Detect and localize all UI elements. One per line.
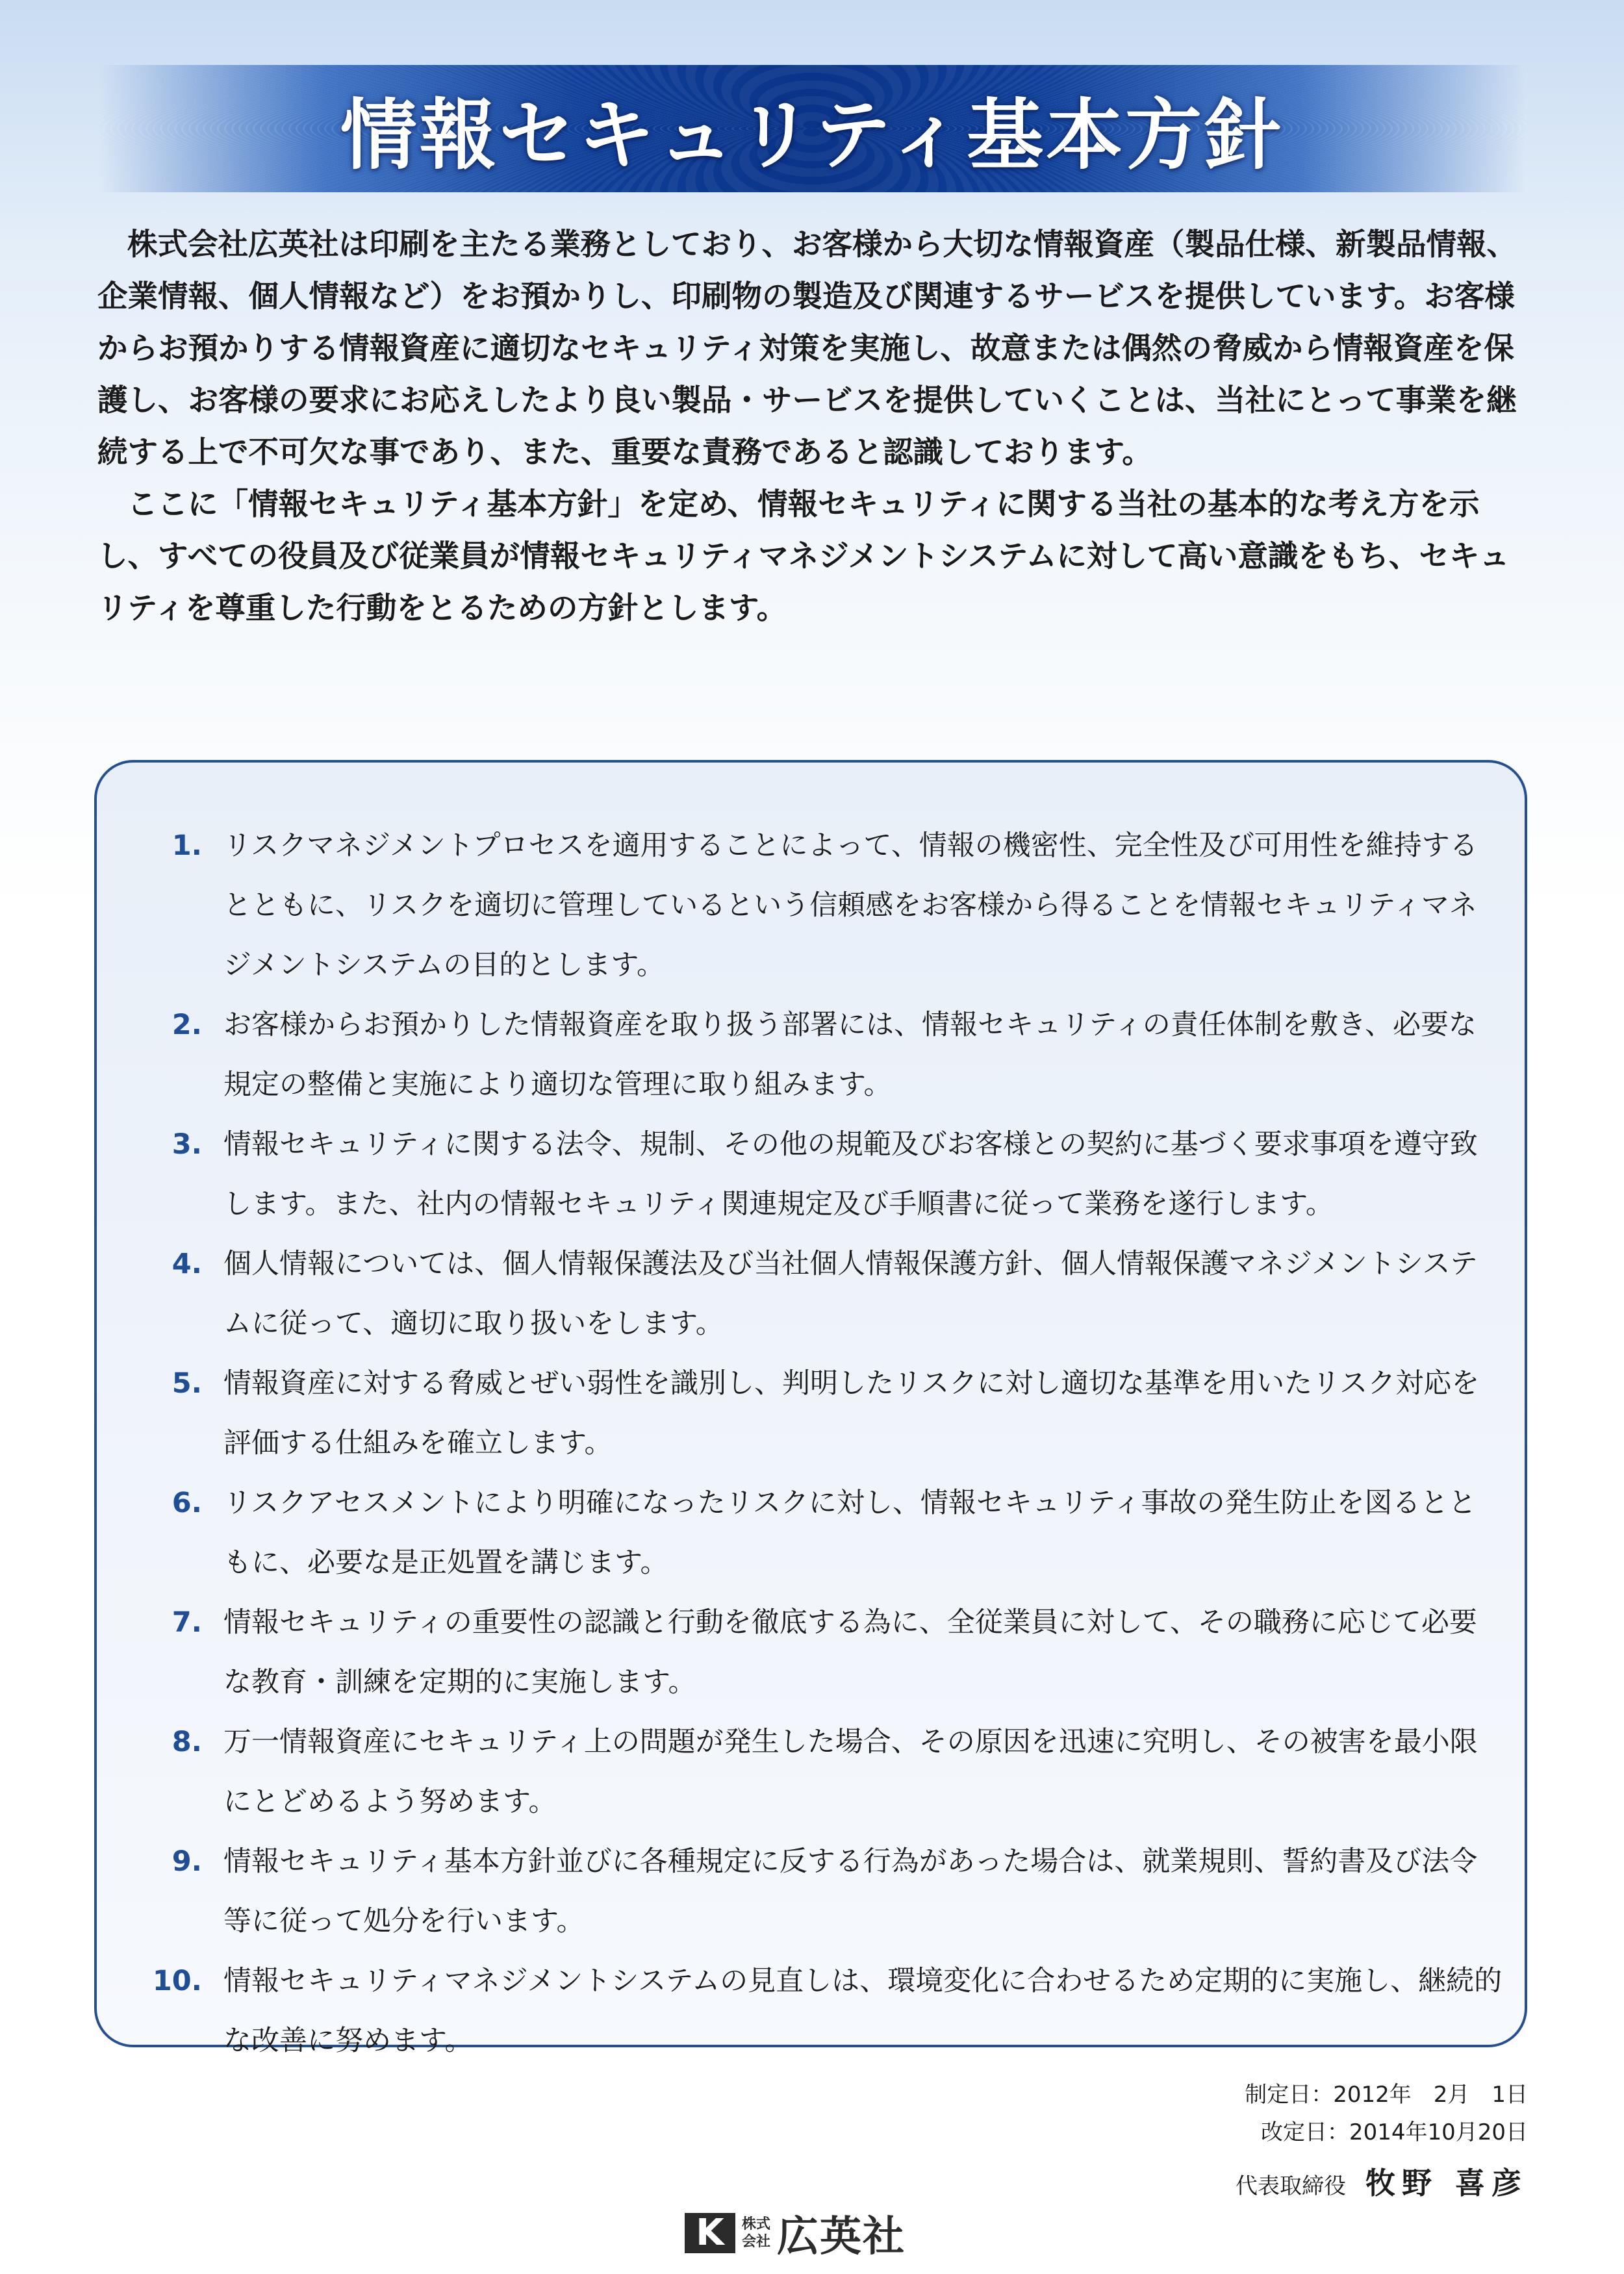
- policy-number: 7.: [171, 1606, 202, 1639]
- policy-text: 個人情報については、個人情報保護法及び当社個人情報保護方針、個人情報保護マネジメントシステムに従って、適切に取り扱いをします。: [223, 1248, 1478, 1340]
- logo-company-name: 広英社: [777, 2213, 906, 2261]
- policy-text: 情報資産に対する脅威とぜい弱性を識別し、判明したリスクに対し適切な基準を用いたリスク対応を評価する仕組みを確立します。: [223, 1367, 1480, 1459]
- signatory-title: 代表取締役: [1235, 2173, 1346, 2199]
- policy-item-10: [97, 1951, 1504, 2071]
- policy-text: 情報セキュリティ基本方針並びに各種規定に反する行為があった場合は、就業規則、誓約書及び法令等に従って処分を行います。: [223, 1845, 1478, 1938]
- policy-item-9: [97, 1832, 1504, 1951]
- signature: [1236, 2160, 1528, 2203]
- k-logo-icon: K: [685, 2213, 735, 2253]
- logo-kabushiki-line2: 会社: [742, 2234, 771, 2250]
- policy-box: [94, 760, 1527, 2057]
- intro-paragraph-2: ここに「情報セキュリティ基本方針」を定め、情報セキュリティに関する当社の基本的な考え方を示し、すべての役員及び従業員が情報セキュリティマネジメントシステムに対して高い意識をもち、セキュリティを尊重した行動をとるための方針とします。: [97, 486, 1510, 625]
- policy-list: [97, 816, 1525, 2071]
- revised-date: 改定日：2014年10月20日: [1260, 2119, 1528, 2145]
- policy-number: 8.: [171, 1726, 202, 1758]
- policy-number: 6.: [171, 1487, 202, 1519]
- policy-text: リスクマネジメントプロセスを適用することによって、情報の機密性、完全性及び可用性を維持するとともに、リスクを適切に管理しているという信頼感をお客様から得ることを情報セキュリティマネジメントシステムの目的とします。: [223, 829, 1478, 981]
- company-logo: [685, 2203, 906, 2263]
- policy-number: 2.: [171, 1009, 202, 1041]
- established-date: 制定日：2012年 2月 1日: [1245, 2082, 1528, 2108]
- logo-kabushiki: [742, 2216, 770, 2251]
- signatory-name: 牧野 喜彦: [1365, 2166, 1528, 2201]
- policy-number: 9.: [171, 1845, 202, 1878]
- intro-paragraph-1: 株式会社広英社は印刷を主たる業務としており、お客様から大切な情報資産（製品仕様、新製品情報、企業情報、個人情報など）をお預かりし、印刷物の製造及び関連するサービスを提供しています。お客様からお預かりする情報資産に適切なセキュリティ対策を実施し、故意または偶然の脅威から情報資産を保護し、お客様の要求にお応えしたより良い製品・サービスを提供していくことは、当社にとって事業を継続する上で不可欠な事であり、また、重要な責務であると認識しております。: [97, 227, 1517, 470]
- policy-item-7: [97, 1593, 1504, 1712]
- policy-item-1: [97, 816, 1504, 995]
- logo-kabushiki-line1: 株式: [742, 2216, 771, 2232]
- policy-number: 5.: [171, 1367, 202, 1400]
- policy-number: 3.: [171, 1128, 202, 1161]
- policy-text: 情報セキュリティの重要性の認識と行動を徹底する為に、全従業員に対して、その職務に応じて必要な教育・訓練を定期的に実施します。: [223, 1606, 1477, 1699]
- policy-item-8: [97, 1712, 1504, 1832]
- policy-item-5: [97, 1354, 1504, 1473]
- policy-number: 4.: [171, 1248, 202, 1280]
- policy-text: リスクアセスメントにより明確になったリスクに対し、情報セキュリティ事故の発生防止を図るとともに、必要な是正処置を講じます。: [223, 1487, 1477, 1579]
- policy-item-3: [97, 1115, 1504, 1234]
- intro-text: [97, 218, 1533, 634]
- policy-text: 万一情報資産にセキュリティ上の問題が発生した場合、その原因を迅速に究明し、その被害を最小限にとどめるよう努めます。: [223, 1726, 1478, 1818]
- policy-text: 情報セキュリティに関する法令、規制、その他の規範及びお客様との契約に基づく要求事項を遵守致します。また、社内の情報セキュリティ関連規定及び手順書に従って業務を遂行します。: [223, 1128, 1478, 1220]
- policy-item-4: [97, 1234, 1504, 1354]
- policy-number: 1.: [171, 829, 202, 862]
- title-banner: [97, 65, 1527, 192]
- date-block: [1245, 2076, 1528, 2151]
- policy-text: お客様からお預かりした情報資産を取り扱う部署には、情報セキュリティの責任体制を敷き、必要な規定の整備と実施により適切な管理に取り組みます。: [223, 1009, 1477, 1101]
- policy-item-2: [97, 995, 1504, 1115]
- policy-item-6: [97, 1473, 1504, 1593]
- page-title: 情報セキュリティ基本方針: [340, 90, 1284, 180]
- policy-text: 情報セキュリティマネジメントシステムの見直しは、環境変化に合わせるため定期的に実施し、継続的な改善に努めます。: [223, 1965, 1503, 2057]
- policy-number: 10.: [152, 1965, 202, 1997]
